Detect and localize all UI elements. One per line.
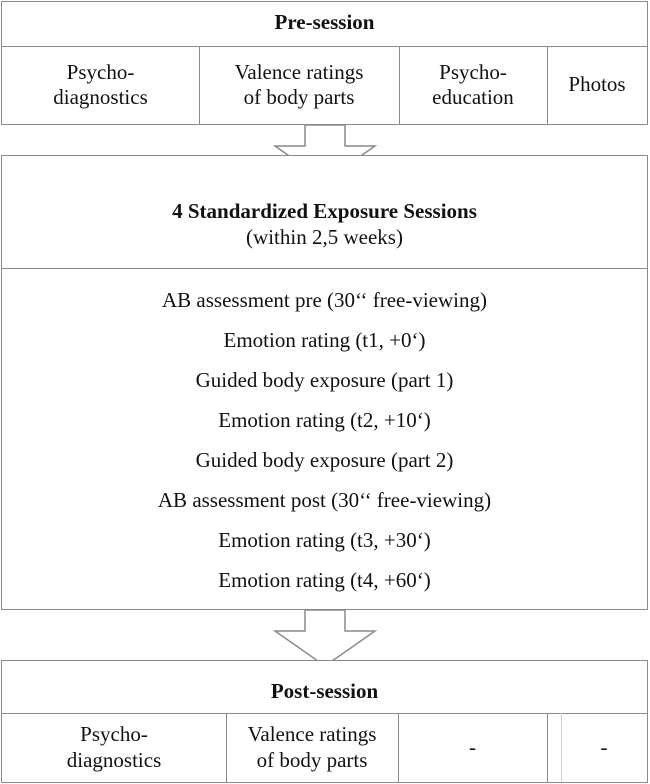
pre-session-title: Pre-session: [274, 10, 375, 34]
post-cell-empty-2: -: [600, 734, 608, 759]
step-exposure-part1: Guided body exposure (part 1): [195, 368, 454, 392]
pre-cell-valence-ratings: Valence ratings of body parts: [234, 59, 364, 109]
post-cell-empty-1: -: [469, 734, 476, 759]
pre-cell-photos: Photos: [568, 72, 626, 97]
step-emotion-t3: Emotion rating (t3, +30‘): [218, 528, 431, 552]
pre-session-box: [1, 1, 648, 125]
divider: [547, 713, 548, 782]
post-cell-valence-ratings: Valence ratings of body parts: [247, 722, 377, 772]
post-session-title: Post-session: [270, 679, 379, 703]
pre-cell-psychoeducation: Psycho- education: [432, 59, 514, 109]
pre-cell-psychodiagnostics: Psycho- diagnostics: [53, 59, 148, 109]
exposure-title: 4 Standardized Exposure Sessions (within 2,5 weeks): [2, 198, 647, 251]
post-cell-psychodiagnostics: Psycho- diagnostics: [66, 722, 162, 772]
divider: [2, 268, 647, 269]
step-emotion-t1: Emotion rating (t1, +0‘): [223, 328, 426, 352]
exposure-subtitle: (within 2,5 weeks): [246, 225, 403, 250]
post-session-box: [1, 660, 648, 783]
step-emotion-t4: Emotion rating (t4, +60‘): [218, 568, 431, 592]
step-ab-pre: AB assessment pre (30‘‘ free-viewing): [162, 288, 487, 312]
step-ab-post: AB assessment post (30‘‘ free-viewing): [157, 488, 492, 512]
exposure-sessions-box: [1, 155, 648, 610]
step-exposure-part2: Guided body exposure (part 2): [195, 448, 454, 472]
step-emotion-t2: Emotion rating (t2, +10‘): [218, 408, 431, 432]
